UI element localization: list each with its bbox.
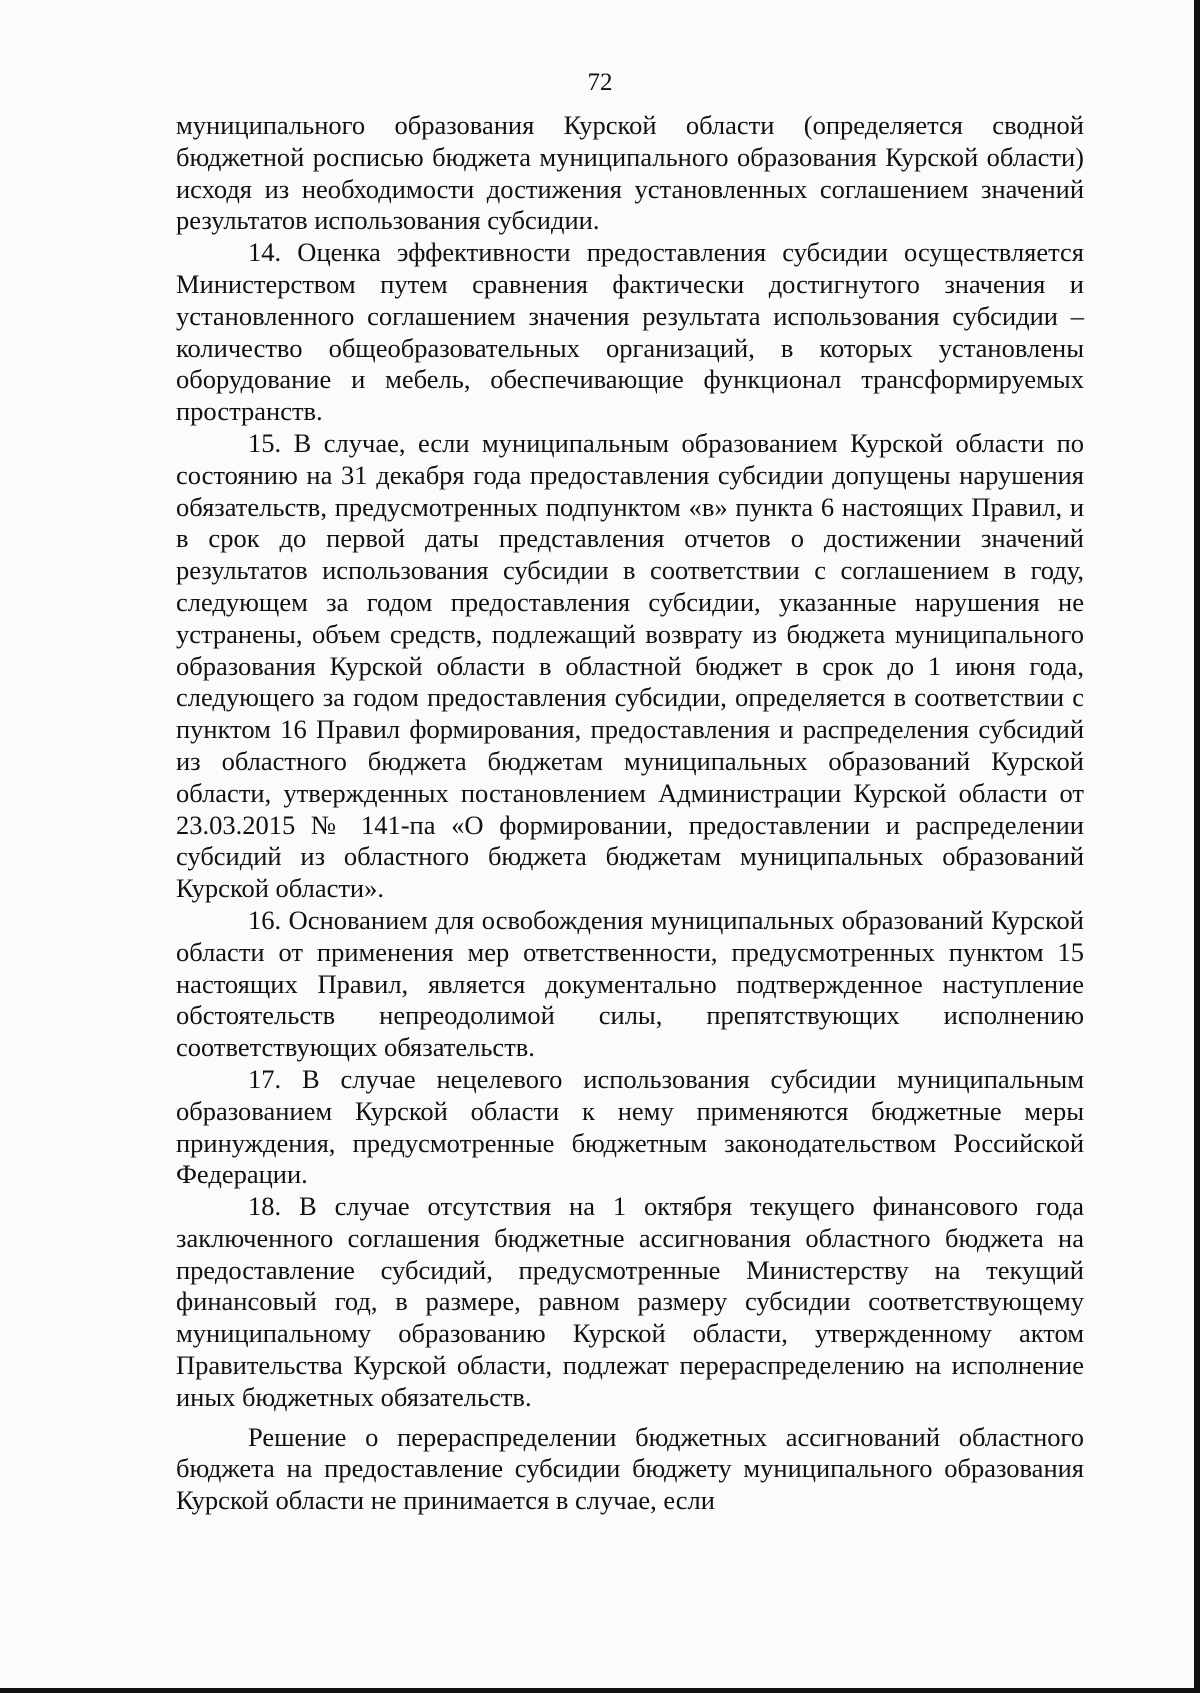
paragraph-15: 15. В случае, если муниципальным образованием Курской области по состоянию на 31 декабря года предоставления субсидии допущены нарушения обязательств, предусмотренных подпунктом «в» пункта 6 настоящих Правил, и в срок до первой даты представления отчетов о достижении значений результатов использования субсидии в соответствии с соглашением в году, следующем за годом предоставления субсидии, указанные нарушения не устранены, объем средств, подлежащий возврату из бюджета муниципального образования Курской области в областной бюджет в срок до 1 июня года, следующего за годом предоставления субсидии, определяется в соответствии с пунктом 16 Правил формирования, предоставления и распределения субсидий из областного бюджета бюджетам муниципальных образований Курской области, утвержденных постановлением Администрации Курской области от 23.03.2015 № 141-па «О формировании, предоставлении и распределении субсидий из областного бюджета бюджетам муниципальных образований Курской области». xyxy=(176,427,1084,904)
paragraph-18: 18. В случае отсутствия на 1 октября текущего финансового года заключенного соглашения бюджетные ассигнования областного бюджета на предоставление субсидий, предусмотренные Министерству на текущий финансовый год, в размере, равном размеру субсидии соответствующему муниципальному образованию Курской области, утвержденному актом Правительства Курской области, подлежат перераспределению на исполнение иных бюджетных обязательств. xyxy=(176,1191,1084,1412)
document-body xyxy=(176,110,1084,1517)
paragraph-14: 14. Оценка эффективности предоставления субсидии осуществляется Министерством путем сравнения фактически достигнутого значения и установленного соглашением значения результата использования субсидии – количество общеобразовательных организаций, в которых установлены оборудование и мебель, обеспечивающие функционал трансформируемых пространств. xyxy=(176,237,1084,427)
page-number: 72 xyxy=(587,69,613,96)
paragraph-17: 17. В случае нецелевого использования субсидии муниципальным образованием Курской области к нему применяются бюджетные меры принуждения, предусмотренные бюджетным законодательством Российской Федерации. xyxy=(176,1063,1084,1190)
paragraph-16: 16. Основанием для освобождения муниципальных образований Курской области от применения мер ответственности, предусмотренных пунктом 15 настоящих Правил, является документально подтвержденное наступление обстоятельств непреодолимой силы, препятствующих исполнению соответствующих обязательств. xyxy=(176,904,1084,1063)
paragraph-continuation: муниципального образования Курской области (определяется сводной бюджетной росписью бюджета муниципального образования Курской области) исходя из необходимости достижения установленных соглашением значений результатов использования субсидии. xyxy=(176,110,1084,236)
scan-border-right xyxy=(1194,0,1200,1693)
paragraph-decision: Решение о перераспределении бюджетных ассигнований областного бюджета на предоставление субсидии бюджету муниципального образования Курской области не принимается в случае, если xyxy=(176,1421,1084,1516)
scan-border-bottom xyxy=(0,1688,1200,1693)
